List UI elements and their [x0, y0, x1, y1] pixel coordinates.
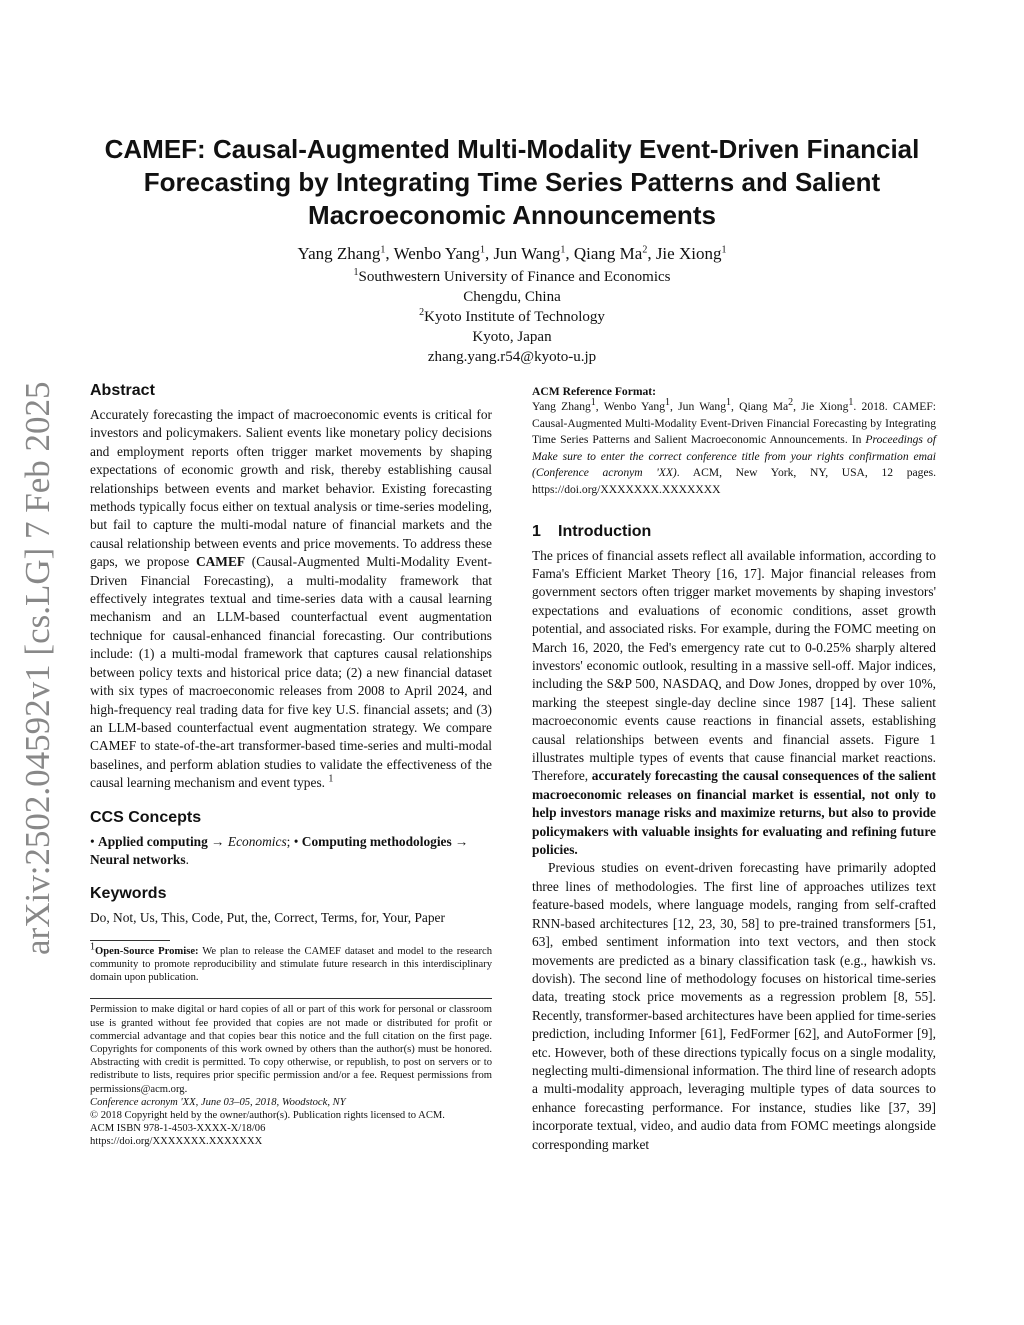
- intro-bold-claim: accurately forecasting the causal consequences of the salient macroeconomic releases on financial market is essential, not only to help investors manage risks and maximize returns, but also to provide policymakers with valuable insights for evaluating and refining future policies.: [532, 768, 936, 858]
- keywords-heading: Keywords: [90, 885, 167, 903]
- abstract-text-part: (Causal-Augmented Multi-Modality Event-Driven Financial Forecasting), a multi-modality framework that effectively integrates textual and time-series data with a causal learning mechanism and an LLM-based counterfactual event augmentation technique for causal-enhanced financial forecasting. Our contributions include: (1) a multi-modal framework that captures causal relationships between policy texts and historical price data; (2) a new financial dataset with six types of macroeconomic releases from 2008 to April 2024, and high-frequency real trading data for five key U.S. financial assets; and (3) an LLM-based counterfactual event augmentation strategy. We compare CAMEF to state-of-the-art transformer-based time-series and multi-modal baselines, and perform ablation studies to validate the effectiveness of the causal learning mechanism and event types.: [90, 554, 492, 791]
- intro-paragraph-1: [532, 547, 936, 860]
- acm-ref-part: , Jun Wang: [670, 400, 727, 413]
- affiliation-1-city: Chengdu, China: [463, 289, 561, 305]
- acm-ref-sup: 1: [848, 397, 854, 409]
- ccs-arrow: →: [207, 833, 228, 849]
- acm-ref-part: , Jie Xiong: [793, 400, 849, 413]
- ccs-bullet: •: [293, 833, 302, 849]
- isbn-line: ACM ISBN 978-1-4503-XXXX-X/18/06: [90, 1123, 266, 1135]
- permission-block: [90, 998, 492, 1148]
- paper-title: CAMEF: Causal-Augmented Multi-Modality Event-Driven Financial Forecasting by Integrating Time Series Patterns and Salient Macroeconomic Announcements: [104, 134, 920, 230]
- ccs-end: .: [185, 851, 189, 867]
- acm-ref-sup: 1: [665, 397, 671, 409]
- ccs-heading: CCS Concepts: [90, 808, 202, 826]
- ccs-term: Computing methodologies → Neural networks: [90, 833, 469, 867]
- author-affiliation-mark: 1: [480, 244, 486, 256]
- arxiv-stamp: arXiv:2502.04592v1 [cs.LG] 7 Feb 2025: [18, 381, 57, 955]
- author-name: Wenbo Yang: [393, 244, 481, 263]
- left-column: [90, 380, 492, 1149]
- acm-reference-text: [532, 399, 936, 499]
- conference-line: Conference acronym 'XX, June 03–05, 2018, Woodstock, NY: [90, 1096, 346, 1108]
- affiliation-mark: 2: [419, 307, 425, 318]
- affiliation-name: Kyoto Institute of Technology: [424, 309, 605, 325]
- author-affiliation-mark: 2: [642, 244, 648, 256]
- acm-ref-sup: 1: [590, 397, 596, 409]
- footnote-bold: Open-Source Promise:: [95, 945, 199, 957]
- permission-text: Permission to make digital or hard copies of all or part of this work for personal or classroom use is granted without fee provided that copies are not made or distributed for profit or commercial advantage and that copies bear this notice and the full citation on the first page. Copyrights for components of this work owned by others than the author(s) must be honored. Abstracting with credit is permitted. To copy otherwise, or republish, to post on servers or to redistribute to lists, requires prior specific permission and/or a fee. Request permissions from permissions@acm.org.: [90, 1004, 492, 1095]
- footnote-mark: 1: [90, 941, 95, 953]
- author-affiliation-mark: 1: [721, 244, 727, 256]
- intro-text-part: The prices of financial assets reflect all available information, according to Fama's Efficient Market Theory [16, 17]. Major financial releases from government sectors often trigger market movements by shaping investors' expectations and evaluations of economic conditions, asset growth potential, and associated risks. For example, during the FOMC meeting on March 16, 2020, the Fed's emergency rate cut to 0-0.25% sharply altered investors' economic outlook, resulting in a massive sell-off. Major indices, including the S&P 500, NASDAQ, and Dow Jones, dropped by over 10%, marking the steepest single-day decline since 1987 [14]. These salient macroeconomic events cause reactions in financial assets, establishing causal relationships between events and financial assets. Figure 1 illustrates multiple types of events that cause financial market reactions. Therefore,: [532, 547, 936, 784]
- author-name: Yang Zhang: [297, 244, 381, 263]
- abstract-text-part: Accurately forecasting the impact of macroeconomic events is critical for investors and policymakers. Salient events like monetary policy decisions and employment reports often trigger market movements by shaping expectations of economic growth and risk, thereby establishing causal relationships between events and market behavior. Existing forecasting methods typically focus either on textual analysis or time-series modeling, but fail to capture the multi-modal nature of financial markets and the causal relationship between events and price movements. To address these gaps, we propose: [90, 407, 492, 570]
- ccs-term: Applied computing: [98, 833, 208, 849]
- acm-ref-sup: 1: [726, 397, 732, 409]
- intro-paragraph-2: Previous studies on event-driven forecasting have primarily adopted three lines of methodologies. The first line of approaches utilizes text feature-based models, where language models, ranging from self-crafted RNN-based architectures [12, 23, 30, 58] to pre-trained transformers [51, 63], embed sentiment information into text vectors, and then stock movements are predicted as a binary classification task (e.g., hawkish vs. dovish). The second line of methodology focuses on historical time-series data, treating stock price movements as a regression problem [8, 55]. Recently, transformer-based architectures have been applied for time-series prediction, including Informer [61], FedFormer [62], and AutoFormer [9], etc. However, both of these directions typically focus on a single modality, neglecting multi-dimensional information. The third line of research adopts a multi-modality approach, leveraging multiple types of data sources to enhance forecasting performance. For instance, studies like [37, 39] incorporate textual, video, and audio data from FOMC meetings alongside corresponding market: [532, 860, 936, 1152]
- affiliation-1: [120, 267, 904, 287]
- acm-ref-italic: Proceedings of Make sure to enter the correct conference title from your rights confirmation emai (Conference acronym 'XX): [532, 433, 936, 480]
- acm-ref-part: , Qiang Ma: [731, 400, 789, 413]
- author-affiliation-mark: 1: [560, 244, 566, 256]
- ccs-separator: ;: [286, 833, 294, 849]
- abstract-text: [90, 406, 492, 793]
- footnote-text: [90, 941, 493, 985]
- doi-link[interactable]: https://doi.org/XXXXXXX.XXXXXXX: [90, 1136, 263, 1148]
- acm-ref-part: . 2018. CAMEF: Causal-Augmented Multi-Modality Event-Driven Financial Forecasting by Integrating Time Series Patterns and Salient Macroeconomic Announcements. In: [532, 400, 936, 447]
- footnote-reference[interactable]: 1: [328, 773, 334, 785]
- keywords-text: Do, Not, Us, This, Code, Put, the, Correct, Terms, for, Your, Paper: [90, 910, 445, 926]
- ccs-subterm: Economics: [227, 833, 287, 849]
- acm-ref-part: Yang Zhang: [532, 400, 591, 413]
- introduction-heading: [532, 521, 936, 543]
- contact-email[interactable]: zhang.yang.r54@kyoto-u.jp: [427, 349, 597, 365]
- acm-ref-part: , Wenbo Yang: [595, 400, 666, 413]
- acm-ref-sup: 2: [788, 397, 794, 409]
- author-list: Yang Zhang$^1$, Wenbo Yang$^1$, Jun Wang$^1$, Qiang Ma$^2$, Jie Xiong$^1$: [297, 244, 727, 263]
- ccs-concepts: [90, 833, 492, 870]
- introduction-text: [532, 547, 936, 1154]
- abstract-heading: Abstract: [90, 382, 155, 399]
- affiliation-mark: 1: [353, 267, 359, 278]
- footnote-rule: [90, 940, 170, 941]
- ccs-bullet: •: [90, 833, 99, 849]
- affiliation-2: [120, 307, 904, 327]
- affiliation-name: Southwestern University of Finance and Economics: [358, 269, 671, 285]
- footnote-block: [90, 940, 492, 985]
- acm-ref-part: . ACM, New York, NY, USA, 12 pages. https://doi.org/XXXXXXX.XXXXXXX: [532, 466, 937, 496]
- affiliation-2-city: Kyoto, Japan: [472, 329, 552, 345]
- acm-reference-heading: ACM Reference Format:: [532, 385, 657, 398]
- author-name: Jie Xiong: [655, 244, 722, 263]
- abstract-bold-term: CAMEF: [195, 554, 246, 570]
- right-column: [532, 384, 936, 1154]
- copyright-line: © 2018 Copyright held by the owner/author(s). Publication rights licensed to ACM.: [90, 1109, 445, 1121]
- author-affiliation-mark: 1: [380, 244, 386, 256]
- footnote-body: We plan to release the CAMEF dataset and model to the research community to promote reproducibility and stimulate future research in this interdisciplinary domain upon publication.: [90, 945, 493, 984]
- section-number: 1: [532, 522, 541, 540]
- author-name: Jun Wang: [493, 244, 561, 263]
- author-name: Qiang Ma: [573, 244, 643, 263]
- permission-rule: [90, 998, 492, 999]
- section-title: Introduction: [558, 522, 652, 540]
